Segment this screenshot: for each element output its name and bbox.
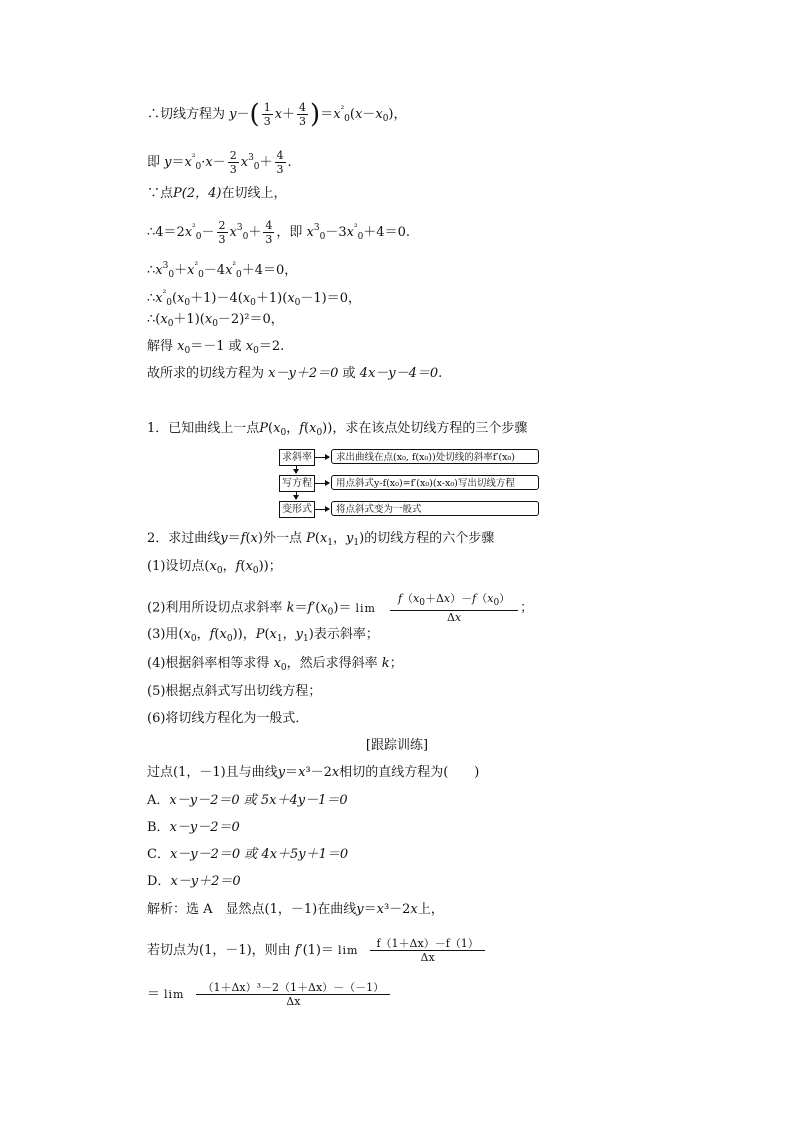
text: ∴( [147, 312, 161, 327]
text: 的切线方程的六个步骤 [364, 531, 495, 546]
denominator: Δx [286, 995, 301, 1008]
denominator: Δx [420, 951, 435, 964]
option-c [147, 846, 348, 864]
option-text: x－y－2＝0 或 4x＋5y＋1＝0 [169, 847, 349, 862]
option-text: x－y－2＝0 [169, 820, 240, 835]
text: ∴ [147, 263, 156, 278]
equation: 4x－y－4＝0. [359, 366, 443, 381]
option-b [147, 819, 240, 837]
solution-line-simplified: 即 $y=x^{^2}_0\cdot x-$ $\frac{2}{3}$ $x^3_0+$ $\frac{4}{3}$ . [147, 149, 292, 176]
text: 故所求的切线方程为 [147, 366, 265, 381]
method-step-4: (4)根据斜率相等求得 $x_0$，然后求得斜率 k； [147, 656, 403, 673]
flow-step-slope-desc: 求出曲线在点(x₀, f(x₀))处切线的斜率f′(x₀) [331, 449, 539, 464]
method-step-3: (3)用($x_0$，$f(x_0)$)，$P(x_1$，$y_1$)表示斜率； [147, 627, 379, 644]
option-label: A． [147, 793, 170, 808]
analysis-line: 解析：选 A 显然点(1，－1)在曲线y＝x³－2x上， [147, 902, 444, 917]
option-label: B． [147, 820, 170, 835]
text: ∵点 [147, 186, 174, 201]
text: 若切点为(1，－1)，则由 [147, 943, 291, 958]
text: ＝0. [384, 225, 410, 240]
method-step-6: (6)将切线方程化为一般式． [147, 711, 309, 726]
numerator: f（1＋Δx）－f（1） [370, 937, 484, 951]
text: (1)设切点 [147, 559, 205, 574]
text: 或 [228, 339, 242, 354]
option-d [147, 873, 241, 891]
text: (3)用 [147, 627, 179, 642]
derivative-line-2: ＝ lim $\frac{\text{（1＋Δx）³－2（1＋Δx）－（－1）}}{\Delta x}$ [147, 981, 392, 1008]
flow-step-form-desc: 将点斜式变为一般式 [331, 501, 539, 516]
derivative-line-1: 若切点为(1，－1)，则由 f′(1)＝ lim $\frac{f(1+\Delta x)-f(1)}{\Delta x}$ [147, 937, 487, 964]
solution-line-tangent-eq: ∴切线方程为 y－( $\frac{1}{3}$ x＋ $\frac{4}{3}$ )$=x^{^2}_0(x-x_0)$， [147, 99, 407, 130]
text: 相切的直线方程为( ) [339, 765, 480, 780]
numerator: （1＋Δx）³－2（1＋Δx）－（－1） [196, 981, 390, 995]
text: 1．已知曲线上一点 [147, 421, 260, 436]
text: 2．求过曲线 [147, 531, 221, 546]
method-step-2: (2)利用所设切点求斜率 $k=f'(x_0)= \lim$ $\frac{f(x_0+\Delta x)-f(x_0)}{\Delta x}$ ； [147, 592, 534, 624]
text: 过点(1，－1)且与曲线 [147, 765, 278, 780]
text: 表示斜率； [313, 627, 379, 642]
option-label: D． [147, 874, 171, 889]
text: (4)根据斜率相等求得 [147, 656, 270, 671]
solution-line-answer [147, 365, 442, 383]
text: ∴切线方程为 [147, 107, 226, 122]
flow-step-equation-desc: 用点斜式y-f(x₀)=f′(x₀)(x-x₀)写出切线方程 [331, 475, 539, 490]
solution-line-roots: 解得 $x_0=-1$ 或 $x_0=2$. [147, 339, 285, 356]
option-text: x－y＋2＝0 [170, 874, 241, 889]
lim-label: lim [164, 988, 185, 1001]
text: ，然后求得斜率 [286, 656, 378, 671]
solution-line-substitute: $\therefore 4=2x^{^2}_0-$ $\frac{2}{3}$ $x^3_0+$ $\frac{4}{3}$ ，即 $x^3_0-3x^{^2}_0+4=0$. [147, 219, 410, 246]
text: 上， [417, 902, 444, 917]
option-text: x－y－2＝0 或 5x＋4y－1＝0 [169, 793, 348, 808]
text: 即 [147, 155, 161, 170]
text: 解得 [147, 339, 174, 354]
down-arrow-icon [296, 492, 297, 499]
solution-line-expand: $\therefore x^3_0+x^{^2}_0-4x^{^2}_0+4=0$， [147, 261, 298, 280]
method-item-2: 2．求过曲线y＝f(x)外一点 $P(x_1$，$y_1$)的切线方程的六个步骤 [147, 531, 495, 548]
text: ∴ [147, 291, 156, 306]
text: 解析：选 A 显然点(1，－1)在曲线 [147, 902, 357, 917]
arrow-icon [315, 457, 329, 458]
arrow-icon [315, 483, 329, 484]
point-label: P(2，4) [173, 186, 222, 201]
solution-line-factor: $\therefore x^{^2}_0(x_0+1)-4(x_0+1)(x_0-1)=0$， [147, 289, 362, 308]
text: ，即 [276, 225, 303, 240]
three-step-flowchart [279, 449, 541, 521]
text: ，求在该点处切线方程的三个步骤 [332, 421, 528, 436]
method-step-5: (5)根据点斜式写出切线方程； [147, 684, 322, 699]
flow-step-equation: 写方程 [279, 475, 315, 492]
equation: x－y＋2＝0 [268, 366, 339, 381]
text: ∴4＝2 [147, 225, 185, 240]
solution-line-factor2: $\therefore(x_0+1)(x_0-2)^2=0$， [147, 312, 284, 329]
option-label: C． [147, 847, 170, 862]
text: 在切线上， [221, 186, 287, 201]
solution-line-point [147, 185, 286, 203]
lim-label: lim [338, 944, 359, 957]
arrow-icon [315, 509, 329, 510]
exercise-question: 过点(1，－1)且与曲线y＝x³－2x相切的直线方程为( ) [147, 765, 480, 780]
flow-step-form: 变形式 [279, 501, 315, 518]
method-step-1: (1)设切点($x_0$，$f(x_0)$)； [147, 559, 282, 576]
method-item-1: 1．已知曲线上一点$P(x_0$，$f(x_0)$)，求在该点处切线方程的三个步骤 [147, 421, 528, 438]
text: 或 [342, 366, 356, 381]
option-a [147, 792, 348, 810]
exercise-title: [跟踪训练] [365, 738, 429, 753]
down-arrow-icon [296, 466, 297, 473]
flow-step-slope: 求斜率 [279, 449, 315, 466]
text: (2)利用所设切点求斜率 [147, 600, 283, 616]
